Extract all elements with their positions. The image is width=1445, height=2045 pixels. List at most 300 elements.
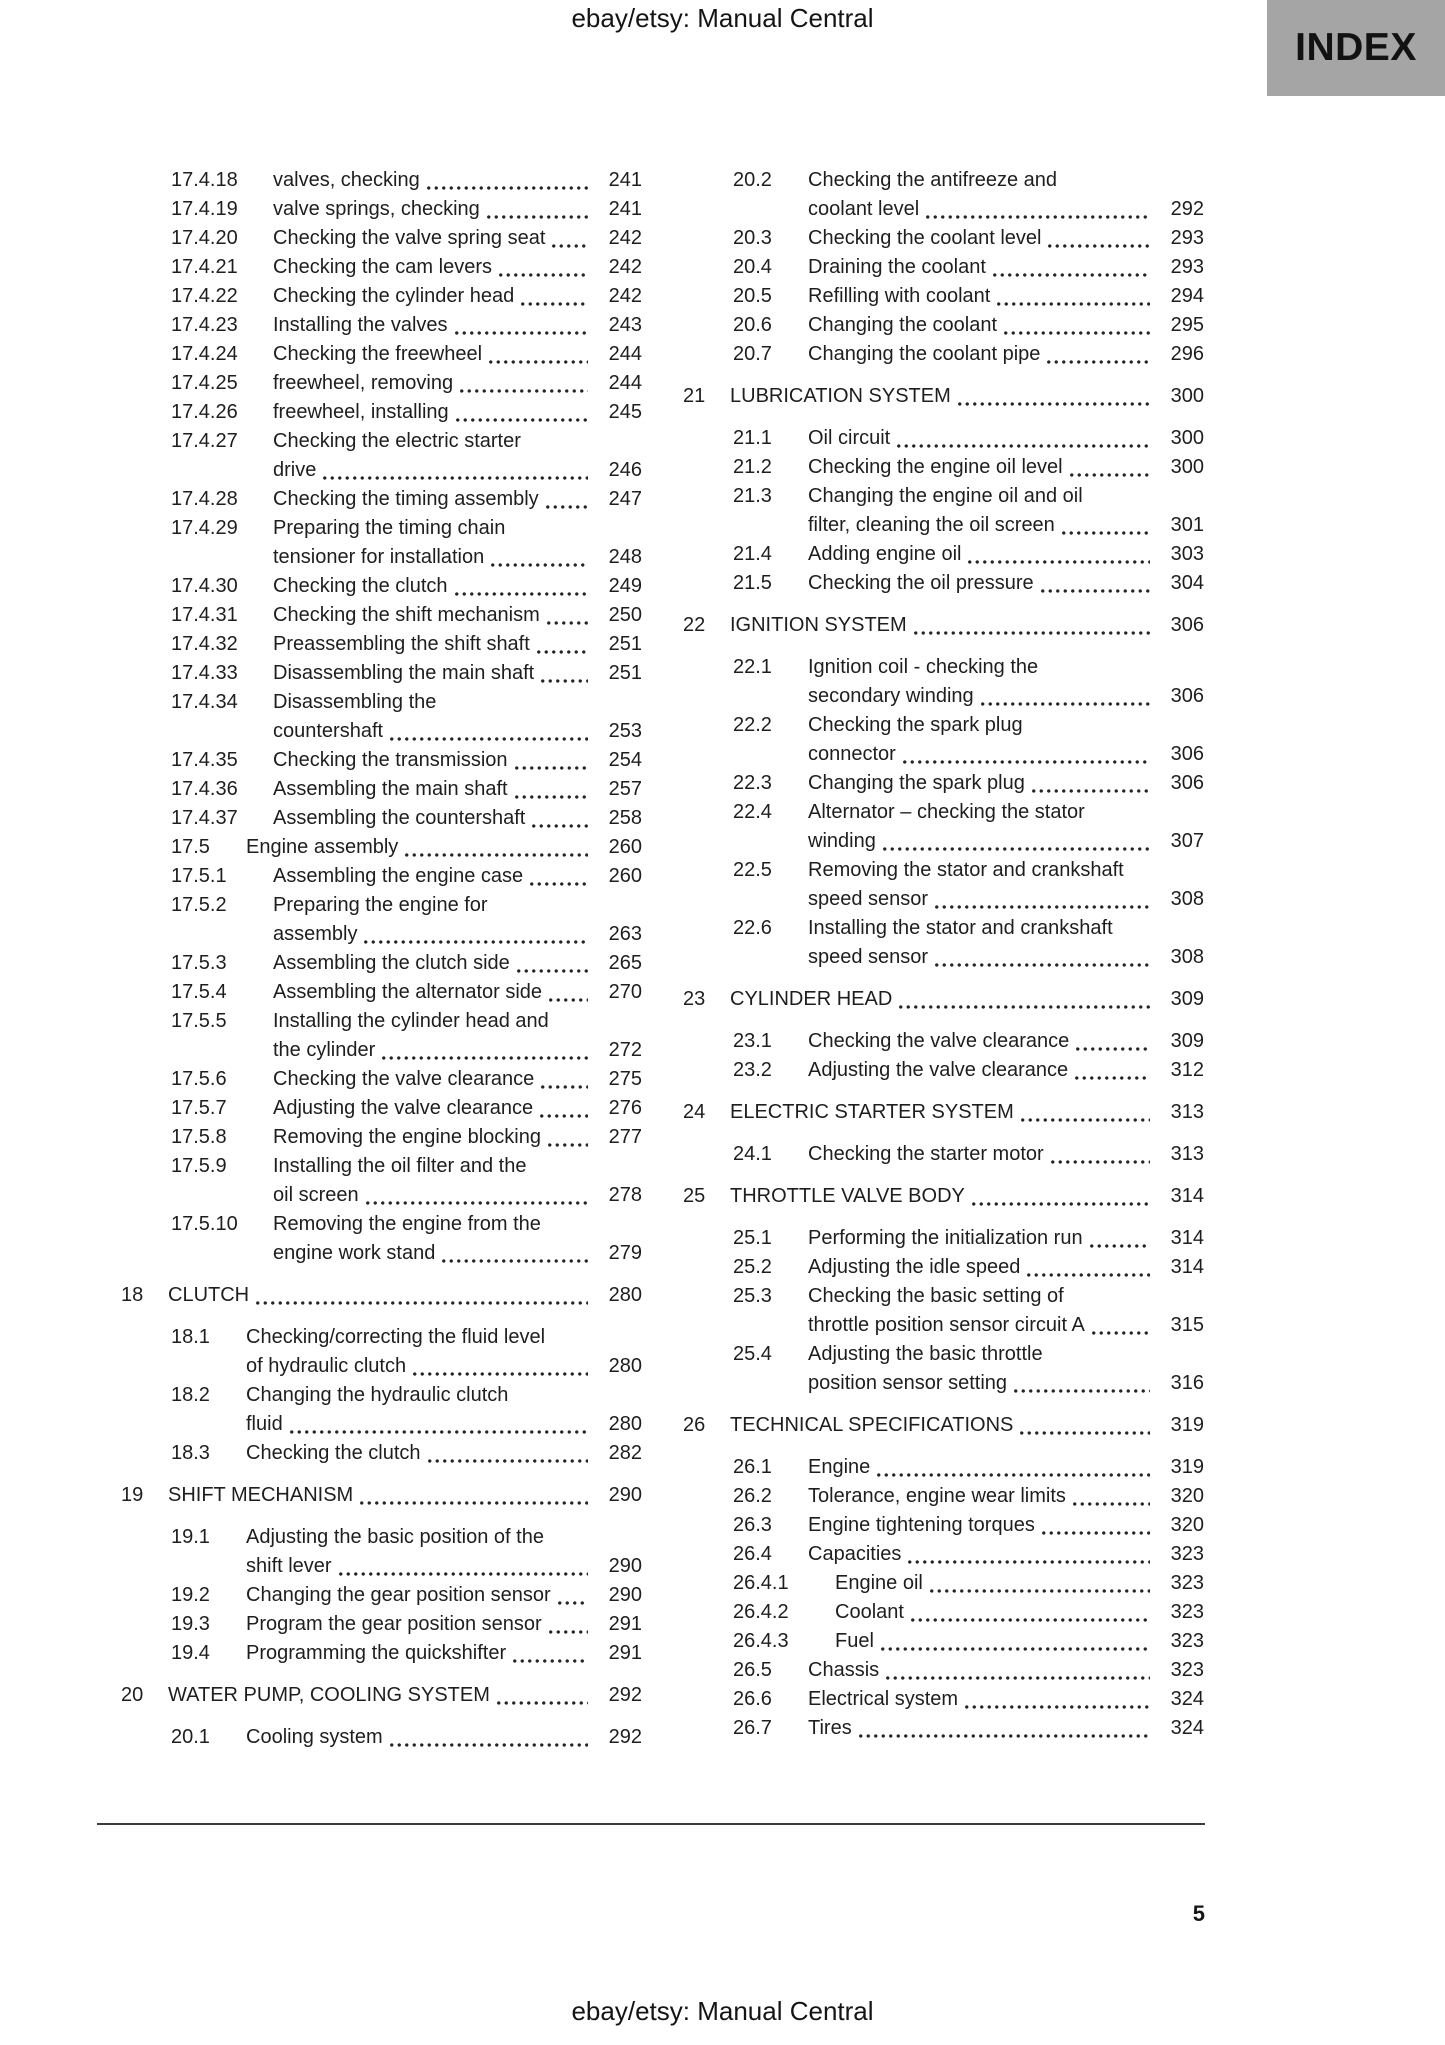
dot-leader (1012, 1389, 1150, 1393)
toc-entry-title: connector (808, 743, 896, 765)
toc-entry-page: 319 (1170, 1414, 1204, 1436)
toc-entry-number: 17.5.3 (171, 952, 227, 974)
toc-entry (683, 1685, 1204, 1714)
toc-entry-page: 258 (608, 807, 642, 829)
toc-entry-page: 304 (1170, 572, 1204, 594)
toc-entry (683, 166, 1204, 224)
toc-entry-number: 26.5 (733, 1659, 772, 1681)
toc-entry-page: 263 (608, 923, 642, 945)
toc-entry-title: Electrical system (808, 1688, 959, 1710)
toc-entry (121, 1152, 642, 1210)
toc-entry-line: Preparing the engine for (273, 894, 488, 916)
toc-entry-page: 303 (1170, 543, 1204, 565)
toc-entry (683, 914, 1204, 972)
toc-entry-number: 17.4.21 (171, 256, 238, 278)
toc-entry-title: Tolerance, engine wear limits (808, 1485, 1066, 1507)
toc-entry (683, 1027, 1204, 1056)
toc-entry-line: Checking the antifreeze and (808, 169, 1058, 191)
toc-entry (683, 1453, 1204, 1482)
toc-entry-number: 17.5.1 (171, 865, 227, 887)
dot-leader (321, 476, 588, 480)
toc-entry (683, 1714, 1204, 1743)
toc-entry-lastline (273, 978, 642, 1007)
toc-entry (683, 1482, 1204, 1511)
header-watermark: ebay/etsy: Manual Central (571, 3, 874, 33)
toc-entry-lastline (273, 775, 642, 804)
toc-entry-page: 251 (608, 633, 642, 655)
toc-entry-number: 17.4.37 (171, 807, 238, 829)
toc-entry-page: 280 (608, 1284, 642, 1306)
toc-entry-page: 292 (608, 1726, 642, 1748)
toc-entry-page: 290 (608, 1484, 642, 1506)
dot-leader (411, 1372, 588, 1376)
toc-entry-body (273, 688, 642, 746)
toc-entry-title: filter, cleaning the oil screen (808, 514, 1055, 536)
toc-entry-body (808, 424, 1204, 453)
toc-entry-title: Engine oil (835, 1572, 923, 1594)
toc-entry-lastline (273, 630, 642, 659)
dot-leader (362, 940, 588, 944)
dot-leader (1088, 1244, 1150, 1248)
toc-entry-lastline (273, 659, 642, 688)
toc-entry-lastline (808, 1656, 1204, 1685)
toc-entry-lastline (273, 920, 642, 949)
dot-leader (489, 563, 588, 567)
toc-entry (121, 688, 642, 746)
toc-entry-body (273, 340, 642, 369)
toc-entry-line: Alternator – checking the stator (808, 801, 1085, 823)
toc-entry-body (808, 1340, 1204, 1398)
dot-leader (547, 998, 588, 1002)
toc-entry-lastline (808, 682, 1204, 711)
toc-entry-number: 17.5 (171, 836, 210, 858)
toc-entry-lastline (808, 540, 1204, 569)
toc-entry-lastline (273, 485, 642, 514)
toc-entry-body (808, 1540, 1204, 1569)
dot-leader (1025, 1273, 1150, 1277)
dot-leader (487, 360, 588, 364)
toc-entry-line: Removing the engine from the (273, 1213, 541, 1235)
toc-entry-lastline (808, 195, 1204, 224)
toc-entry-page: 294 (1170, 285, 1204, 307)
toc-entry-body (808, 1511, 1204, 1540)
toc-entry-body (730, 1182, 1204, 1211)
toc-entry-lastline (808, 1714, 1204, 1743)
dot-leader (547, 1630, 588, 1634)
toc-entry-body (808, 482, 1204, 540)
toc-entry-number: 19 (121, 1484, 144, 1506)
toc-entry-lastline (808, 282, 1204, 311)
toc-entry (683, 1182, 1204, 1211)
toc-entry-lastline (273, 543, 642, 572)
dot-leader (513, 795, 588, 799)
toc-entry-number: 26.6 (733, 1688, 772, 1710)
dot-leader (364, 1201, 588, 1205)
toc-entry-title: WATER PUMP, COOLING SYSTEM (168, 1684, 490, 1706)
toc-entry-number: 18.2 (171, 1384, 210, 1406)
toc-entry-line: Checking/correcting the fluid level (246, 1326, 546, 1348)
toc-entry-page: 251 (608, 662, 642, 684)
toc-left-column (121, 166, 642, 1752)
toc-entry-body (273, 630, 642, 659)
toc-entry-body (273, 862, 642, 891)
toc-entry-lastline (808, 943, 1204, 972)
toc-entry-title: Checking the timing assembly (273, 488, 539, 510)
toc-entry (683, 382, 1204, 411)
dot-leader (1018, 1431, 1150, 1435)
toc-entry-number: 22.4 (733, 801, 772, 823)
toc-entry-title: Checking the freewheel (273, 343, 483, 365)
toc-entry-number: 17.4.32 (171, 633, 238, 655)
toc-entry-lastline (808, 253, 1204, 282)
dot-leader (1039, 589, 1150, 593)
toc-entry-page: 313 (1170, 1143, 1204, 1165)
toc-entry-page: 248 (608, 546, 642, 568)
dot-leader (539, 1085, 588, 1089)
toc-entry-page: 279 (608, 1242, 642, 1264)
toc-entry-lastline (808, 1369, 1204, 1398)
toc-entry (683, 1411, 1204, 1440)
toc-entry-title: Coolant (835, 1601, 904, 1623)
dot-leader (519, 302, 588, 306)
dot-leader (928, 1589, 1150, 1593)
toc-entry-body (273, 311, 642, 340)
toc-entry-lastline (730, 1411, 1204, 1440)
toc-entry-number: 17.4.33 (171, 662, 238, 684)
toc-entry-lastline (808, 1140, 1204, 1169)
toc-entry-lastline (730, 985, 1204, 1014)
toc-entry-page: 291 (608, 1642, 642, 1664)
toc-entry (121, 601, 642, 630)
toc-entry-page: 290 (608, 1584, 642, 1606)
toc-entry-number: 23.1 (733, 1030, 772, 1052)
toc-entry-body (808, 798, 1204, 856)
dot-leader (403, 853, 588, 857)
toc-entry-page: 316 (1170, 1372, 1204, 1394)
toc-entry-lastline (246, 1439, 642, 1468)
toc-entry (683, 482, 1204, 540)
toc-entry-lastline (273, 398, 642, 427)
toc-entry-number: 26.2 (733, 1485, 772, 1507)
toc-entry-body (273, 485, 642, 514)
toc-entry-lastline (273, 282, 642, 311)
toc-entry-body (730, 382, 1204, 411)
toc-entry-lastline (273, 166, 642, 195)
toc-entry-page: 314 (1170, 1185, 1204, 1207)
toc-entry (121, 1281, 642, 1310)
dot-leader (511, 1659, 588, 1663)
toc-entry-title: Preassembling the shift shaft (273, 633, 530, 655)
dot-leader (875, 1473, 1150, 1477)
toc-entry-body (273, 282, 642, 311)
toc-entry-title: Assembling the alternator side (273, 981, 543, 1003)
toc-entry-title: Checking the clutch (273, 575, 448, 597)
toc-entry-page: 245 (608, 401, 642, 423)
toc-entry-number: 26.3 (733, 1514, 772, 1536)
toc-entry-lastline (808, 1453, 1204, 1482)
toc-entry-lastline (246, 1639, 642, 1668)
toc-entry-title: Oil circuit (808, 427, 891, 449)
toc-entry-page: 300 (1170, 427, 1204, 449)
toc-entry-title: freewheel, removing (273, 372, 454, 394)
toc-entry-title: Changing the spark plug (808, 772, 1025, 794)
toc-entry-lastline (273, 1181, 642, 1210)
dot-leader (288, 1430, 588, 1434)
dot-leader (991, 273, 1150, 277)
toc-entry-lastline (730, 382, 1204, 411)
toc-entry-title: Assembling the engine case (273, 865, 524, 887)
toc-entry-number: 25.4 (733, 1343, 772, 1365)
toc-entry-page: 306 (1170, 743, 1204, 765)
dot-leader (1002, 331, 1150, 335)
toc-entry-line: Preparing the timing chain (273, 517, 506, 539)
toc-entry-page: 270 (608, 981, 642, 1003)
toc-entry-page: 309 (1170, 1030, 1204, 1052)
toc-entry-page: 291 (608, 1613, 642, 1635)
toc-entry-page: 320 (1170, 1485, 1204, 1507)
toc-entry-page: 323 (1170, 1630, 1204, 1652)
toc-entry-number: 25.2 (733, 1256, 772, 1278)
toc-entry (121, 1723, 642, 1752)
dot-leader (881, 847, 1150, 851)
toc-entry-page: 243 (608, 314, 642, 336)
toc-entry-lastline (835, 1627, 1204, 1656)
toc-entry-title: Checking the oil pressure (808, 572, 1034, 594)
toc-entry-page: 306 (1170, 772, 1204, 794)
toc-entry-page: 249 (608, 575, 642, 597)
toc-entry-number: 26 (683, 1414, 706, 1436)
toc-entry (683, 798, 1204, 856)
dot-leader (453, 592, 588, 596)
toc-entry-number: 23.2 (733, 1059, 772, 1081)
toc-entry-number: 17.5.2 (171, 894, 227, 916)
toc-entry-title: Changing the gear position sensor (246, 1584, 551, 1606)
toc-entry-number: 26.4.1 (733, 1572, 789, 1594)
dot-leader (1074, 1047, 1150, 1051)
toc-entry-number: 17.4.29 (171, 517, 238, 539)
toc-right-column (683, 166, 1204, 1743)
dot-leader (895, 444, 1150, 448)
toc-entry (683, 1511, 1204, 1540)
toc-entry-title: Engine tightening torques (808, 1514, 1035, 1536)
toc-entry (683, 1224, 1204, 1253)
toc-entry-body (273, 369, 642, 398)
toc-entry-body (835, 1569, 1204, 1598)
toc-entry-page: 244 (608, 372, 642, 394)
dot-leader (388, 737, 588, 741)
toc-entry-title: shift lever (246, 1555, 332, 1577)
toc-entry-number: 21 (683, 385, 706, 407)
toc-entry-body (808, 1253, 1204, 1282)
toc-entry-number: 19.4 (171, 1642, 210, 1664)
toc-entry-page: 295 (1170, 314, 1204, 336)
toc-entry-body (168, 1681, 642, 1710)
toc-entry (121, 398, 642, 427)
dot-leader (906, 1560, 1150, 1564)
toc-entry-body (808, 856, 1204, 914)
dot-leader (963, 1705, 1150, 1709)
toc-entry-page: 324 (1170, 1688, 1204, 1710)
toc-entry-body (273, 601, 642, 630)
dot-leader (425, 186, 588, 190)
toc-entry-number: 17.4.28 (171, 488, 238, 510)
toc-entry-number: 20.5 (733, 285, 772, 307)
toc-entry-body (168, 1281, 642, 1310)
toc-entry-lastline (808, 224, 1204, 253)
toc-entry (121, 1523, 642, 1581)
dot-leader (539, 679, 588, 683)
toc-entry (121, 1323, 642, 1381)
toc-entry-title: Checking the transmission (273, 749, 508, 771)
toc-entry-page: 276 (608, 1097, 642, 1119)
toc-entry-body (808, 1482, 1204, 1511)
toc-entry-number: 22.6 (733, 917, 772, 939)
toc-entry (121, 340, 642, 369)
toc-entry-page: 323 (1170, 1659, 1204, 1681)
toc-entry-page: 280 (608, 1355, 642, 1377)
toc-entry (683, 1253, 1204, 1282)
toc-entry-lastline (273, 949, 642, 978)
toc-entry (683, 569, 1204, 598)
toc-entry-lastline (273, 717, 642, 746)
dot-leader (538, 1114, 588, 1118)
dot-leader (545, 621, 588, 625)
toc-entry-line: Changing the engine oil and oil (808, 485, 1083, 507)
toc-entry-title: SHIFT MECHANISM (168, 1484, 354, 1506)
toc-entry-lastline (273, 1094, 642, 1123)
toc-entry-lastline (808, 827, 1204, 856)
toc-entry-body (808, 282, 1204, 311)
toc-entry-number: 26.1 (733, 1456, 772, 1478)
toc-entry-body (808, 1714, 1204, 1743)
toc-entry (683, 1598, 1204, 1627)
toc-entry-lastline (273, 746, 642, 775)
dot-leader (966, 560, 1150, 564)
toc-entry-page: 260 (608, 865, 642, 887)
dot-leader (337, 1572, 588, 1576)
toc-entry-number: 25 (683, 1185, 706, 1207)
toc-entry-lastline (168, 1281, 642, 1310)
toc-entry-body (808, 340, 1204, 369)
toc-entry-body (246, 1439, 642, 1468)
toc-entry (121, 891, 642, 949)
toc-entry-lastline (808, 769, 1204, 798)
toc-entry (121, 1065, 642, 1094)
toc-entry-body (730, 611, 1204, 640)
toc-entry-number: 17.5.6 (171, 1068, 227, 1090)
toc-entry-lastline (273, 804, 642, 833)
toc-entry-number: 17.4.26 (171, 401, 238, 423)
toc-entry (121, 1007, 642, 1065)
toc-entry-page: 308 (1170, 888, 1204, 910)
dot-leader (535, 650, 588, 654)
toc-entry-number: 17.5.7 (171, 1097, 227, 1119)
toc-entry-body (246, 1523, 642, 1581)
toc-entry-title: TECHNICAL SPECIFICATIONS (730, 1414, 1014, 1436)
toc-entry-body (246, 1610, 642, 1639)
toc-entry-body (246, 1639, 642, 1668)
toc-entry-body (808, 914, 1204, 972)
toc-entry-number: 17.4.36 (171, 778, 238, 800)
toc-entry (121, 282, 642, 311)
dot-leader (358, 1501, 588, 1505)
toc-entry-lastline (246, 1610, 642, 1639)
toc-entry-body (730, 1098, 1204, 1127)
toc-entry (683, 540, 1204, 569)
toc-entry-title: Program the gear position sensor (246, 1613, 542, 1635)
toc-entry-title: Installing the valves (273, 314, 448, 336)
dot-leader (1090, 1331, 1150, 1335)
toc-entry-number: 20.2 (733, 169, 772, 191)
toc-entry (121, 775, 642, 804)
toc-entry-body (808, 1656, 1204, 1685)
toc-entry-lastline (835, 1569, 1204, 1598)
toc-entry-title: freewheel, installing (273, 401, 449, 423)
dot-leader (979, 702, 1150, 706)
toc-entry-line: Checking the electric starter (273, 430, 521, 452)
toc-entry-body (273, 166, 642, 195)
toc-entry-title: Checking the engine oil level (808, 456, 1063, 478)
toc-entry-body (273, 891, 642, 949)
toc-entry-lastline (273, 1036, 642, 1065)
toc-entry-title: the cylinder (273, 1039, 376, 1061)
toc-entry-title: IGNITION SYSTEM (730, 614, 907, 636)
toc-entry-body (273, 224, 642, 253)
toc-entry-number: 20 (121, 1684, 144, 1706)
toc-entry-lastline (808, 1482, 1204, 1511)
toc-entry (121, 195, 642, 224)
toc-entry-lastline (273, 1065, 642, 1094)
toc-entry-page: 247 (608, 488, 642, 510)
index-tab: INDEX (1267, 0, 1445, 96)
toc-entry-lastline (246, 1410, 642, 1439)
toc-entry-lastline (246, 833, 642, 862)
toc-entry (683, 340, 1204, 369)
toc-entry-body (808, 1453, 1204, 1482)
toc-entry-page: 324 (1170, 1717, 1204, 1739)
toc-entry-page: 275 (608, 1068, 642, 1090)
dot-leader (454, 418, 588, 422)
toc-entry-number: 18.1 (171, 1326, 210, 1348)
toc-entry-page: 253 (608, 720, 642, 742)
toc-entry-body (808, 453, 1204, 482)
toc-entry (683, 769, 1204, 798)
toc-entry-lastline (808, 340, 1204, 369)
toc-entry-page: 301 (1170, 514, 1204, 536)
toc-entry-title: Removing the engine blocking (273, 1126, 541, 1148)
toc-entry-page: 246 (608, 459, 642, 481)
toc-entry-lastline (273, 456, 642, 485)
toc-entry-title: engine work stand (273, 1242, 436, 1264)
footer-watermark: ebay/etsy: Manual Central (571, 1996, 874, 2026)
toc-entry-body (808, 540, 1204, 569)
toc-entry-title: coolant level (808, 198, 920, 220)
toc-entry-title: Changing the coolant pipe (808, 343, 1041, 365)
toc-entry-number: 21.1 (733, 427, 772, 449)
toc-entry-title: assembly (273, 923, 358, 945)
toc-entry-title: Checking the clutch (246, 1442, 421, 1464)
toc-entry (121, 514, 642, 572)
toc-entry-number: 18.3 (171, 1442, 210, 1464)
dot-leader (933, 905, 1150, 909)
toc-entry-body (808, 1224, 1204, 1253)
toc-entry-lastline (730, 1182, 1204, 1211)
toc-entry-line: Ignition coil - checking the (808, 656, 1039, 678)
toc-entry-lastline (808, 1056, 1204, 1085)
toc-entry-page: 278 (608, 1184, 642, 1206)
dot-leader (924, 215, 1150, 219)
toc-entry-title: Checking the cylinder head (273, 285, 515, 307)
